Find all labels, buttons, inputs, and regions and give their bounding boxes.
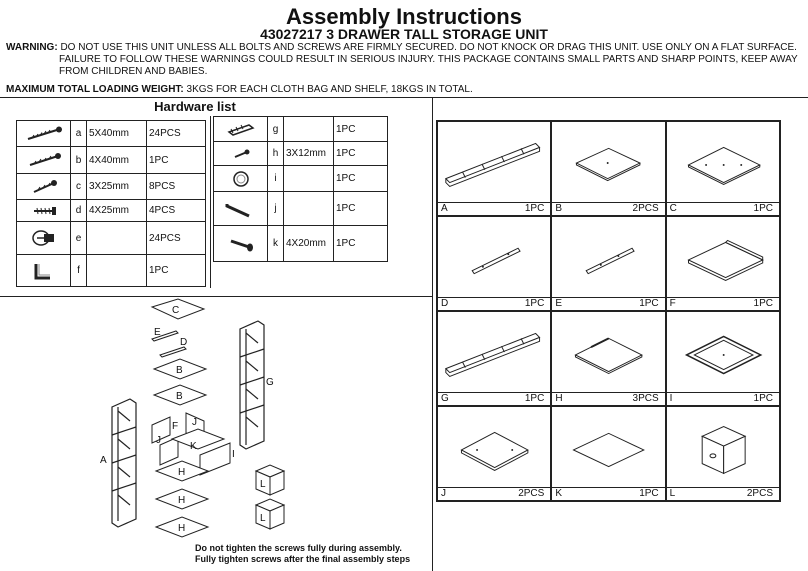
hardware-table-left (16, 120, 206, 287)
exploded-label-h3: H (178, 523, 186, 534)
part-cell-a (437, 121, 551, 216)
part-cell-e (551, 216, 665, 311)
thin-panel-icon (552, 407, 664, 485)
exploded-label-j2: J (192, 417, 197, 428)
part-qty: 2PCS (632, 203, 659, 214)
part-letter: L (669, 488, 676, 499)
hardware-row (214, 142, 388, 166)
part-letter: E (555, 298, 562, 309)
tiny-screw-icon (214, 142, 268, 166)
side-frame-icon (438, 312, 550, 390)
frame-panel-icon (667, 312, 779, 390)
part-cell-b (551, 121, 665, 216)
hardware-letter: k (268, 226, 284, 262)
warning-label: WARNING: (6, 42, 58, 53)
header-divider (0, 97, 808, 98)
wood-screw-icon (17, 147, 71, 174)
exploded-label-i: I (232, 449, 235, 460)
part-qty: 1PC (524, 203, 545, 214)
exploded-label-g: G (266, 377, 274, 388)
hardware-row (17, 222, 206, 255)
hardware-size (87, 255, 147, 287)
part-qty: 1PC (639, 488, 659, 499)
hardware-letter: a (71, 121, 87, 147)
part-qty: 1PC (753, 203, 773, 214)
exploded-label-k: K (190, 441, 197, 452)
exploded-label-j1: J (156, 435, 161, 446)
hardware-qty: 1PC (334, 142, 388, 166)
page-title: Assembly Instructions (286, 4, 522, 29)
exploded-label-c: C (172, 305, 180, 316)
part-letter: I (669, 393, 673, 404)
loading-weight-line (6, 84, 473, 96)
part-letter: A (441, 203, 448, 214)
warning-line-2: FAILURE TO FOLLOW THESE WARNINGS COULD RESULT IN SERIOUS INJURY. THIS PACKAGE CONTAINS SMALL PARTS AND SHARP POINTS, KEEP AWAY (59, 54, 798, 65)
part-qty: 2PCS (746, 488, 773, 499)
hardware-letter: g (268, 117, 284, 142)
rail-icon (438, 217, 550, 295)
hardware-qty: 1PC (334, 226, 388, 262)
exploded-view-drawing (90, 295, 430, 567)
hardware-qty: 1PC (334, 192, 388, 226)
hardware-qty: 24PCS (147, 222, 206, 255)
part-letter: K (555, 488, 562, 499)
rail-icon (552, 217, 664, 295)
part-letter: G (441, 393, 449, 404)
hardware-size: 5X40mm (87, 121, 147, 147)
exploded-label-b2: B (176, 391, 183, 402)
hardware-qty: 4PCS (147, 200, 206, 222)
hardware-qty: 1PC (334, 117, 388, 142)
long-screw-icon (17, 121, 71, 147)
hardware-size (284, 117, 334, 142)
part-cell-f (666, 216, 780, 311)
hardware-size (284, 166, 334, 192)
hardware-size: 3X25mm (87, 174, 147, 200)
part-cell-k (551, 406, 665, 501)
part-letter: D (441, 298, 449, 309)
assembly-note-line-1: Do not tighten the screws fully during assembly. (195, 543, 402, 553)
hardware-qty: 8PCS (147, 174, 206, 200)
part-qty: 3PCS (632, 393, 659, 404)
hardware-size (87, 222, 147, 255)
hardware-table-right (213, 116, 388, 262)
hardware-size: 3X12mm (284, 142, 334, 166)
hardware-row (17, 174, 206, 200)
exploded-label-l2: L (260, 513, 266, 524)
part-cell-h (551, 311, 665, 406)
hardware-row (17, 255, 206, 287)
hardware-row (214, 226, 388, 262)
part-letter: H (555, 393, 563, 404)
side-frame-icon (438, 122, 550, 200)
hardware-table-divider (210, 116, 211, 288)
part-letter: J (441, 488, 446, 499)
hardware-row (17, 147, 206, 174)
part-qty: 1PC (524, 298, 545, 309)
part-cell-g (437, 311, 551, 406)
exploded-label-e: E (154, 327, 161, 338)
section-vertical-divider (432, 97, 433, 571)
hardware-qty: 1PC (334, 166, 388, 192)
hardware-size: 4X25mm (87, 200, 147, 222)
hardware-letter: b (71, 147, 87, 174)
part-letter: B (555, 203, 562, 214)
short-screw-icon (17, 174, 71, 200)
part-cell-l (666, 406, 780, 501)
hardware-qty: 1PC (147, 147, 206, 174)
product-subtitle: 43027217 3 DRAWER TALL STORAGE UNIT (260, 26, 548, 42)
hardware-size (284, 192, 334, 226)
warning-text-1: DO NOT USE THIS UNIT UNLESS ALL BOLTS AND SCREWS ARE FIRMLY SECURED. DO NOT KNOCK OR DRAG THIS UNIT. USE ONLY ON A FLAT SURFACE. (60, 42, 797, 53)
panel-icon (552, 122, 664, 200)
hardware-letter: d (71, 200, 87, 222)
hardware-size: 4X20mm (284, 226, 334, 262)
rim-panel-icon (667, 217, 779, 295)
part-qty: 1PC (753, 393, 773, 404)
exploded-label-a: A (100, 455, 107, 466)
cam-lock-icon (17, 222, 71, 255)
hardware-letter: j (268, 192, 284, 226)
loading-label: MAXIMUM TOTAL LOADING WEIGHT: (6, 84, 184, 95)
hardware-row (214, 166, 388, 192)
part-cell-i (666, 311, 780, 406)
exploded-label-d: D (180, 337, 188, 348)
part-letter: C (669, 203, 677, 214)
hardware-letter: i (268, 166, 284, 192)
shelf-icon (552, 312, 664, 390)
hardware-letter: h (268, 142, 284, 166)
loading-text: 3KGS FOR EACH CLOTH BAG AND SHELF, 18KGS IN TOTAL. (186, 84, 473, 95)
exploded-label-l1: L (260, 479, 266, 490)
assembly-note-line-2: Fully tighten screws after the final assembly steps (195, 554, 411, 564)
part-qty: 2PCS (518, 488, 545, 499)
hardware-row (17, 121, 206, 147)
allen-key-icon (214, 192, 268, 226)
part-cell-d (437, 216, 551, 311)
hardware-size: 4X40mm (87, 147, 147, 174)
part-cell-c (666, 121, 780, 216)
hardware-row (214, 117, 388, 142)
hardware-list-title: Hardware list (154, 99, 236, 114)
exploded-label-f: F (172, 421, 179, 432)
hardware-letter: c (71, 174, 87, 200)
part-letter: F (669, 298, 676, 309)
hardware-qty: 24PCS (147, 121, 206, 147)
exploded-label-b1: B (176, 365, 183, 376)
warning-line-1 (6, 42, 797, 54)
knob-icon (214, 166, 268, 192)
hardware-row (17, 200, 206, 222)
part-cell-j (437, 406, 551, 501)
exploded-label-h1: H (178, 467, 186, 478)
wall-anchor-icon (214, 117, 268, 142)
hardware-letter: e (71, 222, 87, 255)
hardware-qty: 1PC (147, 255, 206, 287)
hardware-letter: f (71, 255, 87, 287)
fabric-drawer-icon (667, 407, 779, 485)
small-screw-icon (17, 200, 71, 222)
part-qty: 1PC (524, 393, 545, 404)
top-panel-icon (667, 122, 779, 200)
part-qty: 1PC (753, 298, 773, 309)
l-bracket-icon (17, 255, 71, 287)
part-qty: 1PC (639, 298, 659, 309)
exploded-assembly-diagram (90, 295, 430, 567)
parts-grid (436, 120, 781, 502)
hardware-row (214, 192, 388, 226)
exploded-label-h2: H (178, 495, 186, 506)
warning-line-3: FROM CHILDREN AND BABIES. (59, 66, 208, 77)
bolt-icon (214, 226, 268, 262)
panel-icon (438, 407, 550, 485)
